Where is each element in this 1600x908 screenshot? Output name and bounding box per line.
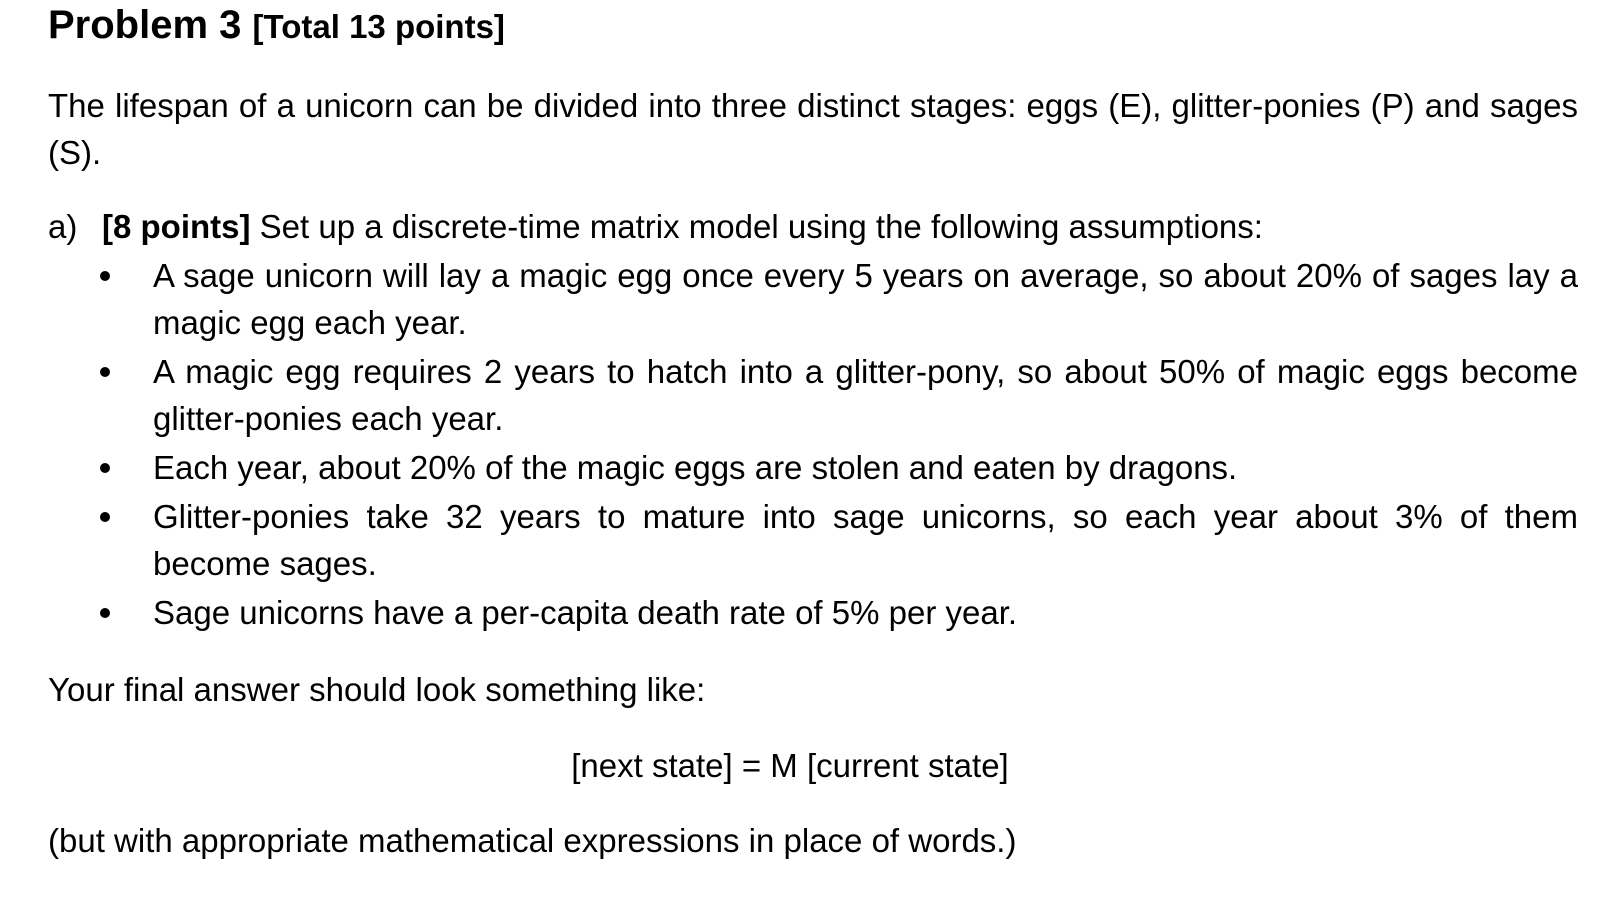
model-equation: [next state] = M [current state] — [571, 747, 1009, 784]
assumption-item — [100, 348, 1578, 442]
bullet-icon — [100, 271, 110, 281]
bullet-icon — [100, 512, 110, 522]
assumption-item — [100, 589, 1578, 636]
equation-note: (but with appropriate mathematical expressions in place of words.) — [48, 822, 1017, 859]
problem-total-points: [Total 13 points] — [252, 8, 505, 45]
assumption-text: Sage unicorns have a per-capita death rate of 5% per year. — [153, 594, 1018, 631]
final-answer-prompt: Your final answer should look something like: — [48, 671, 706, 708]
assumption-item — [100, 252, 1578, 346]
problem-title-main: Problem 3 — [48, 3, 242, 47]
bullet-icon — [100, 367, 110, 377]
assumption-text: A magic egg requires 2 years to hatch into a glitter-pony, so about 50% of magic eggs become glitter-ponies each year. — [153, 353, 1578, 437]
part-a-points: [8 points] — [102, 208, 251, 245]
assumption-text: Glitter-ponies take 32 years to mature into sage unicorns, so each year about 3% of them become sages. — [153, 498, 1578, 582]
bullet-icon — [100, 463, 110, 473]
part-a-label: a) — [48, 208, 78, 245]
assumption-list — [100, 252, 1578, 638]
assumption-text: Each year, about 20% of the magic eggs are stolen and eaten by dragons. — [153, 449, 1238, 486]
intro-paragraph: The lifespan of a unicorn can be divided into three distinct stages: eggs (E), glitter-ponies (P) and sages (S). — [48, 87, 1578, 171]
problem-title — [48, 2, 505, 50]
assumption-item — [100, 493, 1578, 587]
bullet-icon — [100, 608, 110, 618]
part-a-instructions: Set up a discrete-time matrix model using the following assumptions: — [259, 208, 1263, 245]
part-a-heading — [48, 203, 1263, 250]
assumption-text: A sage unicorn will lay a magic egg once every 5 years on average, so about 20% of sages lay a magic egg each year. — [153, 257, 1578, 341]
assumption-item — [100, 444, 1578, 491]
